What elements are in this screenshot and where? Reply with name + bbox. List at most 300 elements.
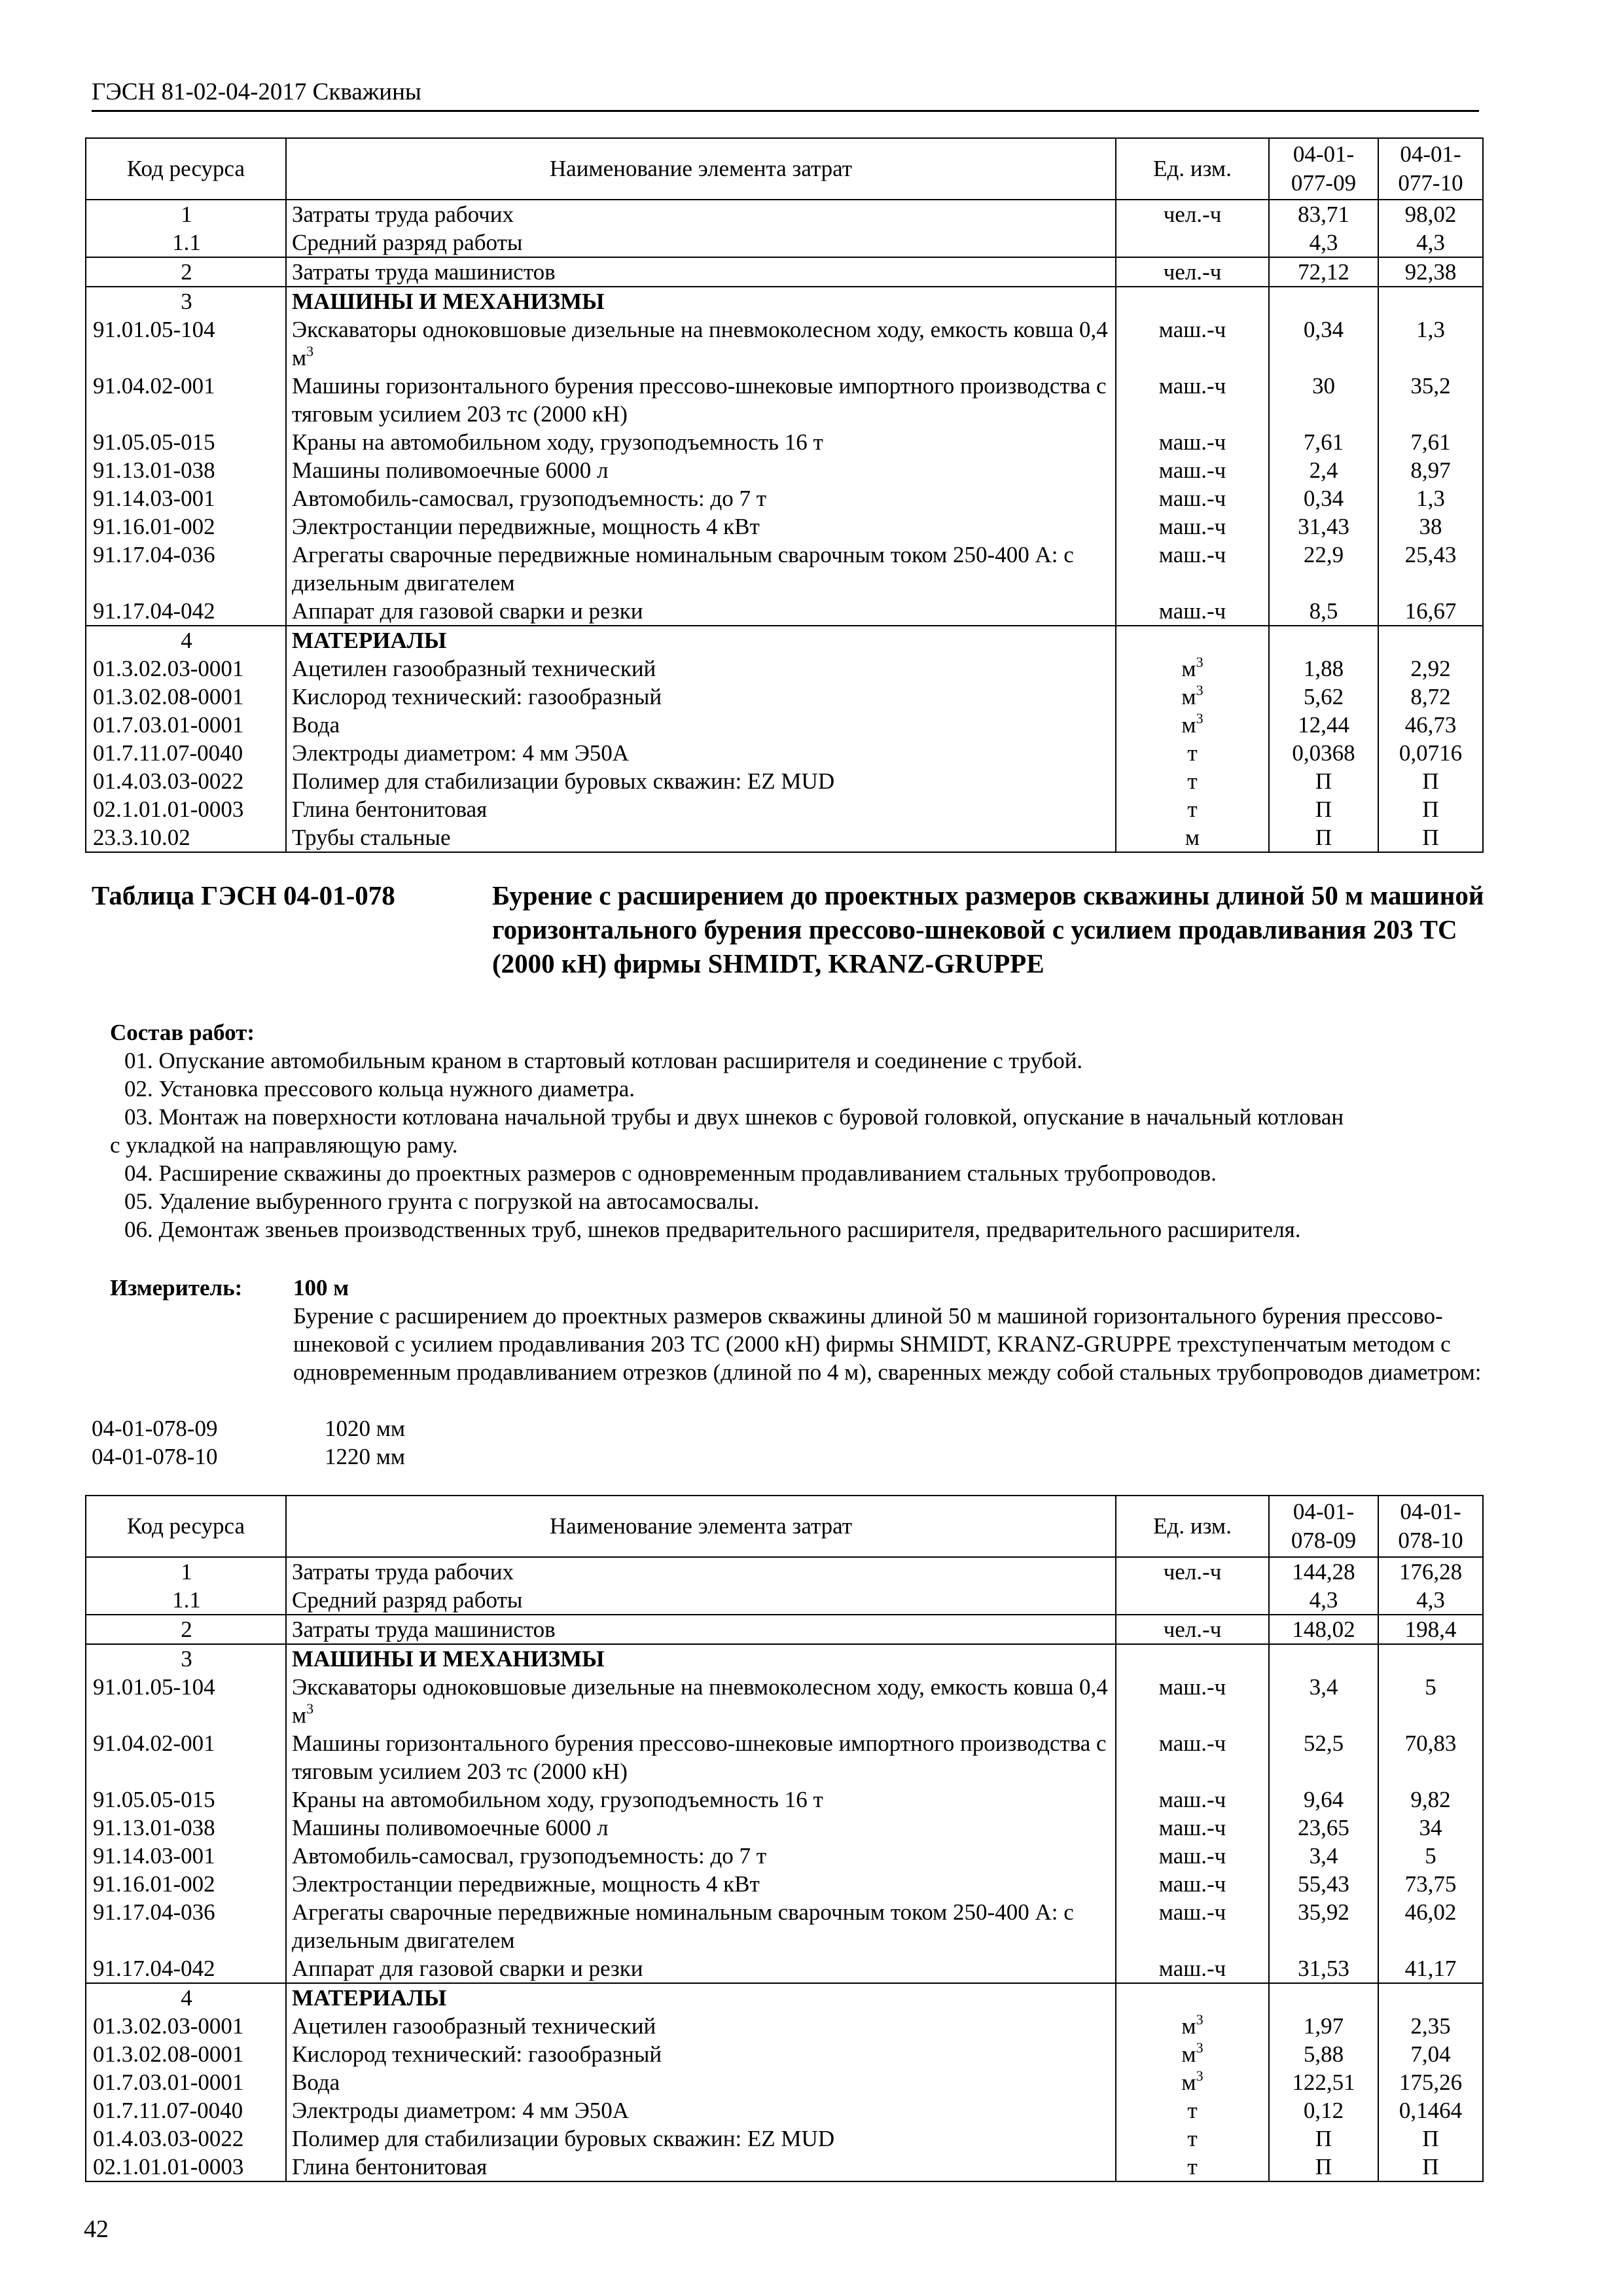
resource-name-text: Затраты труда рабочих [292,202,514,227]
norm-value-2: П [1378,823,1483,852]
resource-name-text: Ацетилен газообразный технический [292,656,656,681]
resource-name-text: Кислород технический: газообразный [292,2041,662,2067]
table-row [86,795,1483,823]
resource-code: 02.1.01.01-0003 [86,795,286,823]
resource-name-text: МАШИНЫ И МЕХАНИЗМЫ [292,289,605,314]
resource-name-text: Электроды диаметром: 4 мм Э50А [292,2098,630,2123]
resource-code: 1.1 [86,228,286,257]
resource-unit [1116,1898,1269,1954]
norm-value-2 [1378,1644,1483,1673]
norm-value-2: 35,2 [1378,372,1483,428]
norm-value-2: 46,02 [1378,1898,1483,1954]
unit-text: м [1185,825,1200,850]
resource-name [286,1870,1116,1898]
resource-code: 91.17.04-042 [86,1954,286,1983]
table-row [86,1673,1483,1729]
work-step: 02. Установка прессового кольца нужного диаметра. [124,1076,635,1102]
variant-code: 04-01-078-10 [92,1444,218,1469]
norm-value-1: 0,0368 [1269,739,1378,767]
resource-name-text: Автомобиль-самосвал, грузоподъемность: до 7 т [292,1843,767,1869]
resource-name [286,823,1116,852]
resource-code: 91.14.03-001 [86,484,286,512]
resource-code: 2 [86,1615,286,1644]
table-header-row [86,138,1483,200]
norm-value-2 [1378,287,1483,315]
norm-value-2: 7,61 [1378,428,1483,456]
norm-value-2: П [1378,767,1483,795]
superscript: 3 [1196,2068,1204,2084]
resource-name [286,1586,1116,1615]
norm-value-2: 2,92 [1378,655,1483,683]
norm-value-2: 175,26 [1378,2068,1483,2096]
resource-name-text: Вода [292,2070,340,2095]
resource-unit [1116,795,1269,823]
table-header-row [86,1496,1483,1557]
resource-unit [1116,626,1269,655]
norm-value-2: 2,35 [1378,2012,1483,2040]
resource-code: 91.01.05-104 [86,1673,286,1729]
norm-value-1: 35,92 [1269,1898,1378,1954]
norm-value-1: 9,64 [1269,1785,1378,1814]
norm-value-2: 4,3 [1378,1586,1483,1615]
unit-text: чел.-ч [1163,1617,1222,1642]
norm-value-2: 34 [1378,1814,1483,1842]
resource-name [286,1644,1116,1673]
resource-unit [1116,1644,1269,1673]
resource-name [286,541,1116,597]
resource-name-text: Машины поливомоечные 6000 л [292,457,609,483]
resource-name [286,2040,1116,2068]
measure-description: Бурение с расширением до проектных размеров скважины длиной 50 м машиной горизонтального бурения прессово-шнековой с усилием продавливания 203 ТС (2000 кН) фирмы SHMIDT, KRANZ-GRUPPE трехступенчатым методом с одновременным продавливанием отрезков (длиной по 4 м), сваренных между собой стальных трубопроводов диаметром: [293,1303,1482,1385]
norm-value-1: П [1269,795,1378,823]
resource-code: 01.7.03.01-0001 [86,2068,286,2096]
resource-name-text: Вода [292,712,340,738]
table-row [86,1644,1483,1673]
resource-name [286,2125,1116,2153]
norm-value-2: 8,72 [1378,683,1483,711]
resource-name-text: Машины поливомоечные 6000 л [292,1815,609,1840]
table-row [86,683,1483,711]
table-row [86,1557,1483,1586]
variant-diameter: 1020 мм [325,1416,406,1441]
norm-value-1: 72,12 [1269,257,1378,287]
resource-code: 91.14.03-001 [86,1842,286,1870]
norm-value-1: П [1269,2153,1378,2181]
resource-code: 91.13.01-038 [86,456,286,484]
table-row [86,484,1483,512]
resource-name-text: Аппарат для газовой сварки и резки [292,598,643,624]
resource-unit [1116,823,1269,852]
table-row [86,739,1483,767]
norm-value-2: 7,04 [1378,2040,1483,2068]
unit-text: маш.-ч [1158,542,1226,567]
resource-code: 2 [86,257,286,287]
resource-unit [1116,200,1269,228]
table-row [86,228,1483,257]
unit-text: т [1187,797,1198,822]
resource-unit [1116,655,1269,683]
resource-name [286,484,1116,512]
resource-unit [1116,1673,1269,1729]
norm-value-2: 9,82 [1378,1785,1483,1814]
resource-name [286,2068,1116,2096]
resource-name-text: Трубы стальные [292,825,451,850]
norm-value-1: 5,62 [1269,683,1378,711]
resource-code: 91.17.04-036 [86,1898,286,1954]
norm-value-2: 70,83 [1378,1729,1483,1785]
norm-value-2: 98,02 [1378,200,1483,228]
table-row [86,372,1483,428]
resource-unit [1116,428,1269,456]
unit-text: маш.-ч [1158,598,1226,624]
norm-value-1: 22,9 [1269,541,1378,597]
resource-name-text: Средний разряд работы [292,230,523,255]
col-header-variant-1: 04-01- 078-09 [1269,1496,1378,1557]
work-composition [110,1018,1471,1244]
resource-name-text: Машины горизонтального бурения прессово-шнековые импортного производства с тяговым усилием 203 тс (2000 кН) [292,1731,1107,1784]
norm-value-2: 73,75 [1378,1870,1483,1898]
resource-name-text: Полимер для стабилизации буровых скважин: EZ MUD [292,2126,835,2151]
superscript: 3 [1196,710,1204,726]
resource-name [286,739,1116,767]
norm-value-1: 1,97 [1269,2012,1378,2040]
norm-value-2: 16,67 [1378,597,1483,626]
resource-name [286,1814,1116,1842]
norm-value-1: 31,53 [1269,1954,1378,1983]
unit-text: т [1187,2126,1198,2151]
superscript: 3 [306,343,314,359]
table-row [86,626,1483,655]
norm-value-1: П [1269,2125,1378,2153]
resource-name-text: Экскаваторы одноковшовые дизельные на пневмоколесном ходу, емкость ковша 0,4 м [292,317,1108,370]
resource-name [286,456,1116,484]
resource-code: 3 [86,287,286,315]
superscript: 3 [306,1700,314,1717]
resource-name-text: МАТЕРИАЛЫ [292,628,447,653]
resource-unit [1116,1615,1269,1644]
table-body [86,200,1483,852]
norm-value-2: П [1378,2153,1483,2181]
resource-unit [1116,711,1269,739]
unit-text: чел.-ч [1163,1559,1222,1585]
resource-name-text: Электростанции передвижные, мощность 4 кВт [292,514,760,539]
norm-value-2: 92,38 [1378,257,1483,287]
table-row [86,1615,1483,1644]
resource-code: 4 [86,626,286,655]
resource-code: 91.04.02-001 [86,1729,286,1785]
table-row [86,1729,1483,1785]
resource-unit [1116,2096,1269,2125]
resource-name-text: Электростанции передвижные, мощность 4 кВт [292,1871,760,1897]
norm-value-1: 2,4 [1269,456,1378,484]
norm-value-1: П [1269,823,1378,852]
norm-value-1: 3,4 [1269,1842,1378,1870]
unit-text: т [1187,740,1198,766]
resource-unit [1116,315,1269,372]
unit-text: маш.-ч [1158,1843,1226,1869]
resource-name [286,1983,1116,2012]
table-row [86,541,1483,597]
unit-text: м [1181,656,1196,681]
table-row [86,1586,1483,1615]
norm-value-2 [1378,1983,1483,2012]
resource-unit [1116,512,1269,541]
norm-value-2: 5 [1378,1673,1483,1729]
variant-code: 04-01-078-09 [92,1416,218,1441]
norm-value-1: 12,44 [1269,711,1378,739]
resource-name [286,2153,1116,2181]
unit-text: м [1181,2070,1196,2095]
table-row [86,200,1483,228]
work-step: 06. Демонтаж звеньев производственных труб, шнеков предварительного расширителя, предварительного расширителя. [124,1217,1301,1242]
resource-code: 1 [86,1557,286,1586]
resource-name [286,287,1116,315]
norm-value-1: 4,3 [1269,228,1378,257]
running-header: ГЭСН 81-02-04-2017 Скважины [92,77,1479,112]
unit-text: маш.-ч [1158,514,1226,539]
resource-code: 91.01.05-104 [86,315,286,372]
resource-name [286,512,1116,541]
resource-code: 23.3.10.02 [86,823,286,852]
resource-code: 91.17.04-042 [86,597,286,626]
resource-name-text: Затраты труда рабочих [292,1559,514,1585]
resource-code: 01.7.03.01-0001 [86,711,286,739]
resource-name-text: Краны на автомобильном ходу, грузоподъемность 16 т [292,1787,823,1812]
resource-name [286,1954,1116,1983]
resource-unit [1116,1814,1269,1842]
resource-unit [1116,2040,1269,2068]
resource-unit [1116,1729,1269,1785]
col-header-variant-2: 04-01- 077-10 [1378,138,1483,200]
resource-code: 02.1.01.01-0003 [86,2153,286,2181]
resource-name-text: Краны на автомобильном ходу, грузоподъемность 16 т [292,429,823,455]
norm-value-2: 5 [1378,1842,1483,1870]
resource-code: 01.4.03.03-0022 [86,2125,286,2153]
resource-unit [1116,541,1269,597]
resource-name [286,428,1116,456]
table-row [86,2125,1483,2153]
table-row [86,257,1483,287]
resource-name [286,626,1116,655]
table-row [86,2096,1483,2125]
work-step: 04. Расширение скважины до проектных размеров с одновременным продавливанием стальных трубопроводов. [124,1160,1217,1186]
resource-name [286,1842,1116,1870]
resource-name [286,683,1116,711]
table-row [86,1842,1483,1870]
resource-name [286,1785,1116,1814]
col-header-unit: Ед. изм. [1116,138,1269,200]
resource-code: 91.16.01-002 [86,512,286,541]
norm-value-2: П [1378,2125,1483,2153]
table-row [86,597,1483,626]
norm-value-2: 41,17 [1378,1954,1483,1983]
resource-code: 1.1 [86,1586,286,1615]
table-row [86,767,1483,795]
unit-text: маш.-ч [1158,1815,1226,1840]
resource-name-text: Экскаваторы одноковшовые дизельные на пневмоколесном ходу, емкость ковша 0,4 м [292,1674,1108,1728]
unit-text: м [1181,2041,1196,2067]
norm-value-1: 144,28 [1269,1557,1378,1586]
resource-name [286,1557,1116,1586]
norm-value-1: 8,5 [1269,597,1378,626]
resource-unit [1116,2012,1269,2040]
resource-unit [1116,456,1269,484]
resource-code: 91.17.04-036 [86,541,286,597]
resource-code: 91.16.01-002 [86,1870,286,1898]
table-title-label: Таблица ГЭСН 04-01-078 [92,880,395,910]
work-step: 01. Опускание автомобильным краном в стартовый котлован расширителя и соединение с трубой. [124,1048,1083,1073]
norm-value-1: 23,65 [1269,1814,1378,1842]
table-row [86,1814,1483,1842]
resource-name [286,795,1116,823]
resource-name-text: МАТЕРИАЛЫ [292,1985,447,2011]
table-row [86,1870,1483,1898]
norm-value-1: П [1269,767,1378,795]
unit-text: маш.-ч [1158,1956,1226,1981]
unit-text: маш.-ч [1158,1731,1226,1756]
norm-value-1 [1269,1983,1378,2012]
norm-value-1: 7,61 [1269,428,1378,456]
resource-code: 01.3.02.08-0001 [86,2040,286,2068]
norm-value-2: 8,97 [1378,456,1483,484]
table-row [86,2068,1483,2096]
resource-name-text: Машины горизонтального бурения прессово-шнековые импортного производства с тяговым усилием 203 тс (2000 кН) [292,373,1107,427]
resource-unit [1116,2153,1269,2181]
col-header-variant-2: 04-01- 078-10 [1378,1496,1483,1557]
table-row [86,2040,1483,2068]
col-header-code: Код ресурса [86,138,286,200]
measure-label: Измеритель: [110,1275,243,1300]
unit-text: т [1187,768,1198,794]
norm-value-1: 5,88 [1269,2040,1378,2068]
table-row [86,315,1483,372]
resource-code: 01.3.02.03-0001 [86,2012,286,2040]
resource-name-text: Затраты труда машинистов [292,259,556,285]
resource-name-text: Глина бентонитовая [292,797,488,822]
resource-table-078 [85,1495,1484,2182]
table-row [86,1785,1483,1814]
resource-unit [1116,1842,1269,1870]
norm-value-2: 0,1464 [1378,2096,1483,2125]
resource-name-text: Автомобиль-самосвал, грузоподъемность: до 7 т [292,486,767,511]
unit-text: маш.-ч [1158,1899,1226,1925]
resource-name [286,1673,1116,1729]
resource-unit [1116,287,1269,315]
norm-value-2: 46,73 [1378,711,1483,739]
resource-unit [1116,484,1269,512]
norm-value-2: 4,3 [1378,228,1483,257]
resource-name [286,655,1116,683]
norm-value-1: 1,88 [1269,655,1378,683]
resource-unit [1116,1557,1269,1586]
resource-unit [1116,1586,1269,1615]
norm-value-1: 30 [1269,372,1378,428]
norm-value-1: 0,34 [1269,484,1378,512]
resource-unit [1116,683,1269,711]
norm-value-2: 0,0716 [1378,739,1483,767]
table-row [86,2153,1483,2181]
unit-text: м [1181,2013,1196,2039]
resource-unit [1116,739,1269,767]
resource-table-077 [85,137,1484,853]
resource-unit [1116,1785,1269,1814]
work-step-continuation: с укладкой на направляющую раму. [110,1132,458,1158]
resource-code: 91.04.02-001 [86,372,286,428]
table-body [86,1557,1483,2181]
table-row [86,1898,1483,1954]
norm-value-1: 122,51 [1269,2068,1378,2096]
col-header-code: Код ресурса [86,1496,286,1557]
resource-name [286,711,1116,739]
resource-name-text: Агрегаты сварочные передвижные номинальным сварочным током 250-400 А: с дизельным двигателем [292,1899,1074,1953]
table-row [86,1983,1483,2012]
resource-code: 91.05.05-015 [86,428,286,456]
norm-value-1: 3,4 [1269,1673,1378,1729]
unit-text: маш.-ч [1158,1787,1226,1812]
norm-value-2: 198,4 [1378,1615,1483,1644]
measure-unit: 100 м [293,1275,349,1300]
norm-value-2: 1,3 [1378,484,1483,512]
resource-code: 01.7.11.07-0040 [86,739,286,767]
norm-value-2: 25,43 [1378,541,1483,597]
norm-value-2: 176,28 [1378,1557,1483,1586]
norm-value-1: 83,71 [1269,200,1378,228]
resource-name-text: Агрегаты сварочные передвижные номинальным сварочным током 250-400 А: с дизельным двигателем [292,542,1074,596]
norm-value-1: 0,12 [1269,2096,1378,2125]
resource-code: 3 [86,1644,286,1673]
resource-name [286,2096,1116,2125]
resource-name-text: Кислород технический: газообразный [292,684,662,709]
resource-unit [1116,2125,1269,2153]
resource-unit [1116,257,1269,287]
work-step: 05. Удаление выбуренного грунта с погрузкой на автосамосвалы. [124,1189,760,1214]
norm-value-2: 38 [1378,512,1483,541]
resource-name-text: Средний разряд работы [292,1587,523,1613]
norm-value-1 [1269,1644,1378,1673]
norm-value-1: 52,5 [1269,1729,1378,1785]
resource-code: 01.4.03.03-0022 [86,767,286,795]
norm-value-2 [1378,626,1483,655]
resource-name [286,200,1116,228]
resource-name [286,2012,1116,2040]
resource-code: 1 [86,200,286,228]
resource-name [286,1615,1116,1644]
table-row [86,456,1483,484]
resource-name-text: Затраты труда машинистов [292,1617,556,1642]
resource-unit [1116,1983,1269,2012]
resource-code: 01.3.02.03-0001 [86,655,286,683]
superscript: 3 [1196,654,1204,670]
resource-code: 91.05.05-015 [86,1785,286,1814]
page-number: 42 [84,2215,109,2243]
resource-code: 01.3.02.08-0001 [86,683,286,711]
unit-text: маш.-ч [1158,429,1226,455]
table-row [86,428,1483,456]
resource-unit [1116,372,1269,428]
resource-name [286,372,1116,428]
resource-unit [1116,2068,1269,2096]
work-composition-title: Состав работ: [110,1020,255,1045]
norm-value-1 [1269,287,1378,315]
unit-text: маш.-ч [1158,1871,1226,1897]
resource-name-text: МАШИНЫ И МЕХАНИЗМЫ [292,1646,605,1672]
table-row [86,512,1483,541]
resource-name-text: Полимер для стабилизации буровых скважин: EZ MUD [292,768,835,794]
table-row [86,287,1483,315]
table-row [86,655,1483,683]
norm-value-1: 4,3 [1269,1586,1378,1615]
unit-text: т [1187,2098,1198,2123]
